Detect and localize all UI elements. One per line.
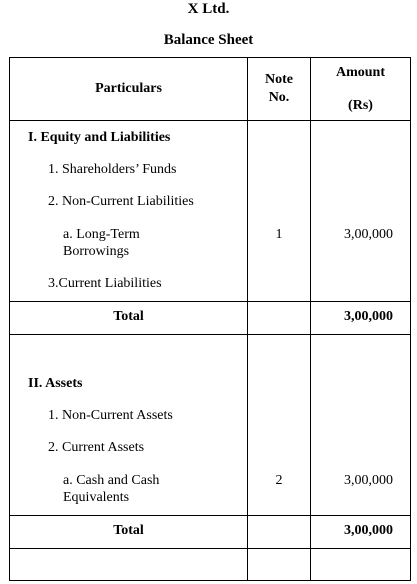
item-long-term-borrowings-line2: Borrowings [63, 244, 130, 259]
statement-title: Balance Sheet [163, 32, 254, 48]
item-current-liabilities: 3.Current Liabilities [48, 276, 162, 291]
total-amount-assets: 3,00,000 [344, 523, 393, 538]
item-cash-equivalents-line1: a. Cash and Cash [63, 473, 160, 488]
header-amount-line1: Amount [335, 65, 385, 80]
table-right-border [410, 57, 411, 581]
header-amount-line2: (Rs) [348, 98, 373, 113]
header-bottom-border [9, 120, 411, 121]
item-cash-equivalents-line2: Equivalents [63, 490, 130, 505]
item-current-assets: 2. Current Assets [48, 440, 145, 455]
amount-long-term-borrowings: 3,00,000 [344, 227, 393, 242]
table-top-border [9, 57, 411, 58]
header-note-line1: Note [265, 72, 293, 87]
section-heading-equity-liabilities: I. Equity and Liabilities [28, 130, 171, 145]
total-row-bottom-border-2 [9, 548, 411, 549]
section-heading-assets: II. Assets [28, 376, 83, 391]
note-cash-equivalents: 2 [275, 473, 283, 488]
amount-cash-equivalents: 3,00,000 [344, 473, 393, 488]
total-label-liabilities: Total [113, 309, 144, 324]
total-row-top-border [9, 301, 411, 302]
total-row-top-border-2 [9, 515, 411, 516]
item-non-current-liabilities: 2. Non-Current Liabilities [48, 194, 194, 209]
company-title: X Ltd. [187, 1, 230, 17]
total-label-assets: Total [113, 523, 144, 538]
total-amount-liabilities: 3,00,000 [344, 309, 393, 324]
note-long-term-borrowings: 1 [275, 227, 283, 242]
item-non-current-assets: 1. Non-Current Assets [48, 408, 173, 423]
header-particulars: Particulars [95, 81, 162, 96]
col-divider-note [247, 57, 248, 581]
table-bottom-border [9, 580, 411, 581]
item-shareholders-funds: 1. Shareholders’ Funds [48, 162, 177, 177]
header-note-line2: No. [268, 90, 290, 105]
total-row-bottom-border [9, 334, 411, 335]
item-long-term-borrowings-line1: a. Long-Term [63, 227, 140, 242]
